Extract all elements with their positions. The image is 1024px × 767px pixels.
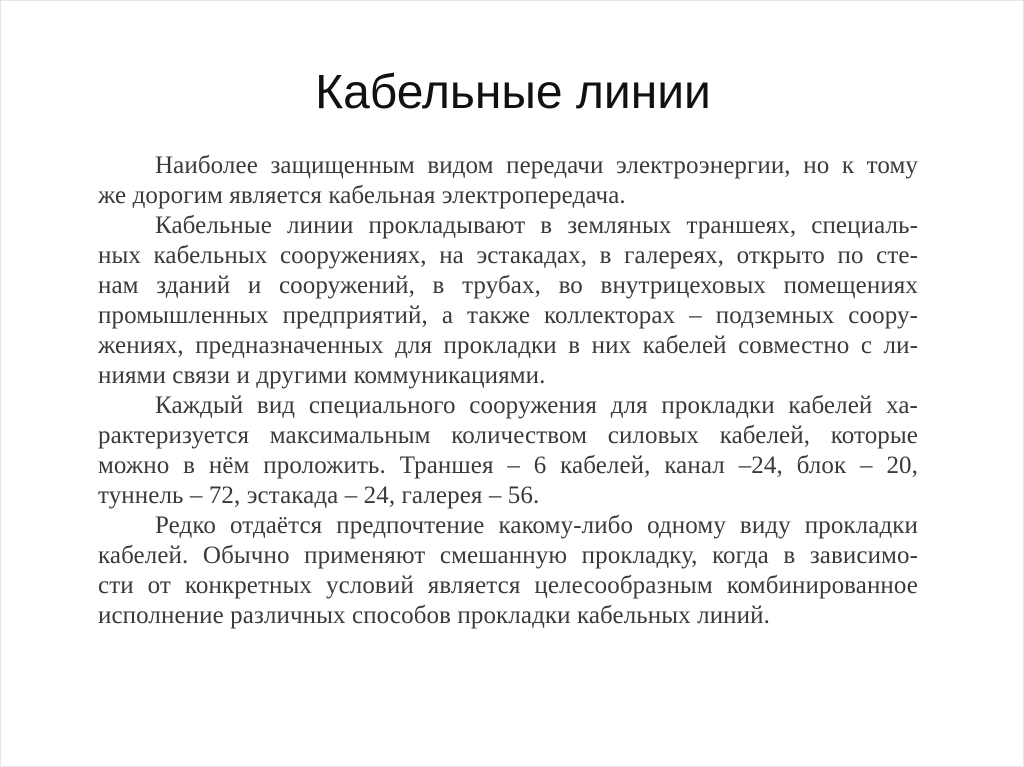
text-line: ных кабельных сооружениях, на эстакадах, в галереях, открыто по сте- (98, 242, 918, 269)
text-line: рактеризуется максимальным количеством силовых кабелей, которые (98, 422, 918, 449)
text-line: жениях, предназначенных для прокладки в них кабелей совместно с ли- (98, 332, 918, 359)
text-line: кабелей. Обычно применяют смешанную прокладку, когда в зависимо- (98, 542, 918, 569)
text-line: Кабельные линии прокладывают в земляных траншеях, специаль- (155, 212, 918, 239)
text-line: туннель – 72, эстакада – 24, галерея – 56. (98, 482, 540, 509)
text-line: Наиболее защищенным видом передачи электроэнергии, но к тому (155, 152, 918, 179)
text-line: ниями связи и другими коммуникациями. (98, 362, 546, 389)
text-line: сти от конкретных условий является целесообразным комбинированное (98, 572, 918, 599)
text-line: нам зданий и сооружений, в трубах, во внутрицеховых помещениях (98, 272, 918, 299)
scanned-text-block (98, 151, 918, 641)
text-line: же дорогим является кабельная электропередача. (98, 182, 626, 209)
text-line: можно в нём проложить. Траншея – 6 кабелей, канал –24, блок – 20, (98, 452, 918, 479)
text-line: исполнение различных способов прокладки кабельных линий. (98, 602, 770, 629)
text-line: Редко отдаётся предпочтение какому-либо одному виду прокладки (155, 512, 918, 539)
slide-title: Кабельные линии (315, 66, 711, 119)
text-line: Каждый вид специального сооружения для прокладки кабелей ха- (155, 392, 918, 419)
text-line: промышленных предприятий, а также коллекторах – подземных соору- (98, 302, 918, 329)
